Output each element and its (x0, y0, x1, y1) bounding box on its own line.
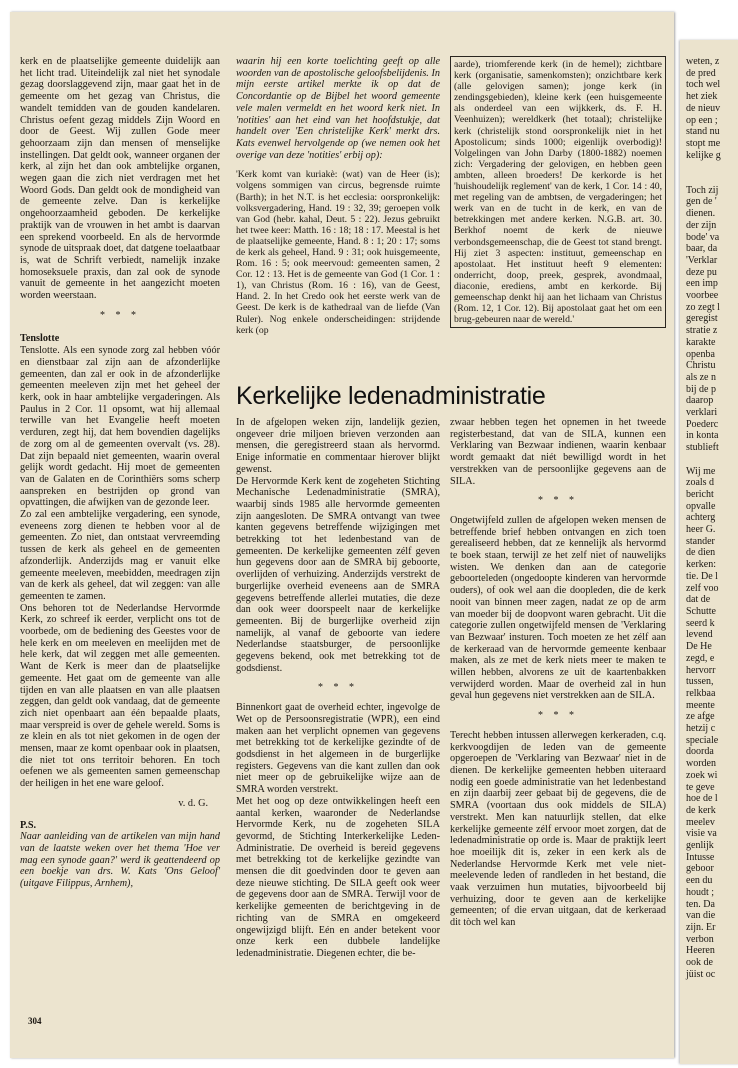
column-1 (20, 56, 220, 890)
adjacent-page-line: zo zegt l (686, 301, 720, 313)
adjacent-page-line: hetzij c (686, 723, 716, 735)
adjacent-page-line (686, 161, 721, 173)
adjacent-page-line: op een ; (686, 114, 718, 126)
kerk-notitie: 'Kerk komt van kuriakè: (wat) van de Heer (is); volgens sommigen van circus, begrensde ruimte (Barth); in het N.T. is het ecclesia: oorspronkelijk: volksvergadering, Hand. 19 : 32, 39; geroepen volk van God (hebr. kahal, Deut. 5 : 22). Jezus gebruikt het twee keer: Matth. 16 : 18; 18 : 17. Meestal is het de plaatselijke gemeente, Hand. 8 : 1; 20 : 17; soms de kerk als geheel, Hand. 9 : 31; ook huisgemeente, Rom. 16 : 5; ook meervoud: gemeenten samen, 2 Cor. 12 : 13. Het is de gemeente van God (1 Cor. 1 : 1), van Christus (Rom. 16 : 16), van de Geest, Hand. 2. In het Credo ook het eerste werk van de Geest. De kerk is de kathedraal van de liefde (Van Ruler). Nog enkele onderscheidingen: strijdende kerk (op (236, 169, 440, 336)
adjacent-page-line: stratie z (686, 325, 718, 337)
adjacent-page-line: hoe de l (686, 793, 718, 805)
adjacent-page-line: zoek wi (686, 769, 718, 781)
adjacent-page-line: stander (686, 535, 715, 547)
article-paragraph: Binnenkort gaat de overheid echter, ingevolge de Wet op de Persoonsregistratie (WPR), een eind maken aan het verplicht opnemen van gegevens met betrekking tot de kerkelijke gezindte of de godsdienst in het algemeen in de burgerlijke registers. Gegevens van die kant zullen dan ook niet meer op de gebruikelijke wijze aan de SMRA worden verstrekt. (236, 702, 440, 796)
adjacent-page-line: verbon (686, 933, 714, 945)
adjacent-page-line: geboor (686, 863, 714, 875)
adjacent-page-line: van die (686, 910, 716, 922)
adjacent-page-line: ze afge (686, 711, 715, 723)
article-column-a (236, 417, 440, 960)
adjacent-page-line: zoals d (686, 477, 715, 489)
adjacent-page-line: bode' va (686, 231, 720, 243)
adjacent-page-line: de dien (686, 547, 716, 559)
adjacent-page-line: Heeren (686, 945, 715, 957)
article-title: Kerkelijke ledenadministratie (236, 382, 546, 410)
adjacent-page-line: levend (686, 629, 713, 641)
col1-paragraph: Zo zal een ambtelijke vergadering, een synode, eveneens zorg dienen te hebben voor al de gemeenten. Zo niet, dan ontstaat vervreemding tussen de kerk als geheel en de gemeenten afzonderlijk. Anderzijds mag er vanuit elke gemeente meeleven, meebidden, meedragen zijn van de kerk als geheel, dat wil zeggen: van alle gemeenten te zamen. (20, 509, 220, 602)
adjacent-page-line: zegd, e (686, 652, 715, 664)
adjacent-page-line: dat de (686, 594, 711, 606)
kerk-notitie-continued: aarde), triomferende kerk (in de hemel); zichtbare kerk (organisatie, samenkomsten); onzichtbare kerk (alle gelovigen samen); jonge kerk (in zendingsgebieden), kleine kerk (een huisgemeente als onderdeel van een wijkkerk, ds. F. H. Veenhuizen); wereldkerk (het totaal); christelijke kerk (christelijk stond oorspronkelijk niet in het Apostolicum; sinds 1000; eigenlijk overbodig)! Volgelingen van John Darby (1800-1882) noemen zich: Vergadering der gelovigen, en hebben geen ambten, alleen broeders! De kerkorde is het 'huishoudelijk reglement' van de kerk, 1 Cor. 14 : 40, met regeling van de ambtsen, de vergaderingen; het werk van en de tucht in de kerk, en van de betrekkingen met andere kerken. N.G.B. art. 30. Berkhof noemt de kerk de nieuwe verbondsgemeenschap, die de Geest tot stand brengt. Hij ziet 3 aspecten: instituut, gemeenschap en apostolaat. Het instituut heeft 9 elementen: onderricht, doop, preek, gesprek, avondmaal, diaconie, erediens, ambt en kerkorde. Bij gemeenschap denkt hij aan het lichaam van Christus (Rom. 12, 1 Cor. 12). Bij apostolaat gaat het om een brug-gebeuren naar de wereld.' (450, 56, 666, 328)
article-paragraph: In de afgelopen weken zijn, landelijk gezien, ongeveer drie miljoen brieven verzonden aan mensen, die geregistreerd staan als hervormd. Enige informatie en commentaar hierover blijkt gewenst. (236, 417, 440, 475)
adjacent-page-line: opvalle (686, 500, 716, 512)
adjacent-page-line: deze pu (686, 266, 717, 278)
adjacent-page-line: weten, z (686, 56, 720, 67)
adjacent-page-line: verklari (686, 407, 718, 419)
adjacent-page-line: speciale (686, 734, 719, 746)
column-3-top (450, 56, 666, 328)
adjacent-page-line: zelf voo (686, 582, 719, 594)
adjacent-page-line: als ze n (686, 371, 716, 383)
adjacent-page-line: openba (686, 348, 715, 360)
adjacent-page-line: stopt me (686, 137, 721, 149)
section-divider: * * * (538, 710, 578, 722)
adjacent-page-line: dienen. (686, 208, 716, 220)
adjacent-page-line: jüist oc (686, 968, 716, 980)
article-column-b (450, 417, 666, 929)
section-heading: Tenslotte (20, 333, 60, 345)
adjacent-page-line: zijn. Er (686, 921, 716, 933)
adjacent-page-line: worden (686, 758, 716, 770)
adjacent-page-line: relkbaa (686, 687, 716, 699)
adjacent-page-line (686, 173, 721, 185)
adjacent-page-text (686, 56, 721, 981)
adjacent-page-line: kerken: (686, 559, 716, 571)
adjacent-page-line: kelijke g (686, 149, 721, 161)
col1-intro: kerk en de plaatselijke gemeente duidelijk aan het licht trad. Uiteindelijk zal niet het synodale gezag doorslaggevend zijn, maar gaat het in de gemeente om het gezag van Christus, die wandelt temidden van de gouden kandelaren. Christus oefent gezag middels Zijn Woord en door de Geest. Wij zullen Gode meer gehoorzaam zijn dan mensen of menselijke instellingen. Dat geldt ook, wanneer organen der kerk, al zijn het dan ook ambtelijke organen, wegen gaan die zich niet verdragen met het Woord Gods. Dan geldt ook de mondigheid van de gemeente zelve. Dan is kerkelijke ongehoorzaamheid geboden. De kerkelijke praktijk van de vrouwen in het ambt is daarvan een sprekend voorbeeld. En als de hervormde synode de uitspraak doet, dat datgene toelaatbaar is, wat de Schrift verbiedt, namelijk inzake homoseksuele praxis, dan zal ook de synode vanuit de gemeente in het aangezicht moeten worden weerstaan. (20, 56, 220, 302)
adjacent-page-line: een du (686, 875, 713, 887)
magazine-page (10, 12, 674, 1058)
adjacent-page-line: houdt ; (686, 886, 715, 898)
adjacent-page-line: doorda (686, 746, 714, 758)
adjacent-page-line: seerd k (686, 617, 715, 629)
adjacent-page-line: tussen, (686, 676, 714, 688)
adjacent-page-line: der zijn (686, 219, 717, 231)
adjacent-page-line: bericht (686, 488, 714, 500)
adjacent-page-line: toch wel (686, 79, 721, 91)
adjacent-page-line: achterg (686, 512, 716, 524)
adjacent-page-line: Christu (686, 360, 716, 372)
adjacent-page-line: De He (686, 641, 712, 653)
article-paragraph: De Hervormde Kerk kent de zogeheten Stichting Mechanische Ledenadministratie (SMRA), waarbij sinds 1985 alle hervormde gemeenten zijn aangesloten. De SMRA ontvangt van twee kanten gegevens betreffende wijzigingen met betrekking tot het ledenbestand van de gemeenten. De kerkelijke gemeenten zélf geven hun gegevens door aan de SMRA bij geboorte, overlijden of verhuizing. Anderzijds verstrekt de burgerlijke overheid eveneens aan de SMRA gegevens betreffende allerlei mutaties, die deze dan ook weer doorspeelt naar de kerkelijke gemeenten. Bij de burgerlijke overheid zijn namelijk, al vanaf de geboorte van iedere Nederlandse staatsburger, de persoonlijke gegevens bekend, ook met betrekking tot de godsdienst. (236, 475, 440, 674)
adjacent-page-line: 'Verklar (686, 254, 718, 266)
adjacent-page-line: visie va (686, 828, 717, 840)
adjacent-page-line: voorbee (686, 290, 719, 302)
adjacent-page-line: stublieft (686, 442, 719, 454)
adjacent-page-fragment (680, 40, 738, 1064)
adjacent-page-line: daarop (686, 395, 714, 407)
adjacent-page-line: geregist (686, 313, 718, 325)
adjacent-page-line (686, 454, 721, 466)
article-paragraph: Ongetwijfeld zullen de afgelopen weken mensen de betreffende brief hebben ontvangen en zich toen gerealiseerd hebben, dat ze kennelijk als hervormd te boek staan, terwijl ze het zelf niet of nauwelijks wisten. We denken dan aan de categorie geboorteleden (ongedoopte kinderen van hervormde ouders), of ook wel aan die doopleden, die de kerk nooit van binnen meer zagen, nadat ze op de arm van moeder bij de doopvont waren gebracht. Uit die categorie zullen ongetwijfeld mensen de 'Verklaring van Bezwaar' insturen. Toch moeten ze het zélf aan de kerkeraad van de hervormde gemeente kenbaar maken, als ze met de kerk niets meer te maken te willen hebben, alvorens ze uit de kaartenbakken verwijderd worden. Maar de overheid zal in hun geval hun gegevens niet verstrekken aan de SILA. (450, 514, 666, 702)
adjacent-page-line: gen de ' (686, 196, 717, 208)
adjacent-page-line: karakte (686, 336, 716, 348)
adjacent-page-line: ook de (686, 957, 713, 969)
adjacent-page-line: te geve (686, 781, 715, 793)
adjacent-page-line: een imp (686, 278, 718, 290)
adjacent-page-line: bij de p (686, 383, 716, 395)
adjacent-page-line: de nieuv (686, 102, 721, 114)
page-number: 304 (28, 1016, 42, 1026)
column-2-top (236, 56, 440, 336)
adjacent-page-line: Wij me (686, 465, 716, 477)
author-signature: v. d. G. (178, 797, 208, 809)
adjacent-page-line: baar, da (686, 243, 718, 255)
adjacent-page-line: Toch zij (686, 184, 719, 196)
adjacent-page-line: Intusse (686, 851, 715, 863)
adjacent-page-line: genlijk (686, 840, 714, 852)
adjacent-page-line: tie. De l (686, 570, 718, 582)
adjacent-page-line: Schutte (686, 606, 716, 617)
adjacent-page-line: meelev (686, 816, 715, 828)
adjacent-page-line: ten. Da (686, 898, 715, 910)
section-divider: * * * (318, 682, 358, 694)
col1-paragraph: Ons behoren tot de Nederlandse Hervormde Kerk, zo schreef ik eerder, verplicht ons tot de voorbede, om de bediening des Geestes voor de hele kerk en om meeleven en meelijden met de hele kerk, dat wil zeggen met alle gemeenten. Want de Kerk is meer dan de plaatselijke gemeente. Het gaat om de gemeente van alle tijden en van alle plaatsen en van alle plaatsen zeggen, dan geldt ook vandaag, dat de gemeente zich niet openbaart aan één bepaalde plaats, maar verspreid is over de gehele wereld. Soms is ze klein en als tot niet gekomen in de ogen der mensen, maar ze komt openbaar ook in plaatsen, die niet tot ons territoir behoren. En toch oefenen we als gemeenten samen gemeenschap der heiligen in het ene ware geloof. (20, 602, 220, 790)
section-divider: * * * (538, 495, 578, 507)
adjacent-page-line: stand nu (686, 126, 720, 138)
article-paragraph: zwaar hebben tegen het opnemen in het tweede registerbestand, dat van de SILA, kunnen een Verklaring van Bezwaar indienen, waarin kenbaar wordt gemaakt dat niét bewilligd wordt in het verstrekken van de persoonlijke gegevens aan de SILA. (450, 417, 666, 487)
adjacent-page-line: heer G. (686, 524, 716, 536)
ps-heading: P.S. (20, 819, 37, 831)
col1-paragraph: Tenslotte. Als een synode zorg zal hebben vóór en dienstbaar zal zijn aan de afzonderlijke gemeenten, dan zal er ook in de afzonderlijke gemeenten meeleven zijn met het geheel der kerk, ook in haar ambtelijke vergaderingen. Als Paulus in 2 Cor. 11 opsomt, wat hij allemaal terwille van het Evangelie heeft moeten verduren, zegt hij, dat hem bovendien dagelijks de zorg om al de gemeenten overvalt (vs. 28). Dat zijn bepaald niet gemeenten, waarin overal gelijk wordt gedacht. Hij moet de gemeenten van de Galaten en de Corinthiërs soms scherp aanspreken en bestrijden op grond van opvattingen, die afwijken van de gezonde leer. (20, 345, 220, 509)
adjacent-page-line: hervorr (686, 664, 716, 676)
adjacent-page-line: het ziek (686, 91, 718, 103)
adjacent-page-line: de kerk (686, 804, 716, 816)
adjacent-page-line: de pred (686, 67, 716, 79)
adjacent-page-line: in konta (686, 430, 719, 442)
ps-text: Naar aanleiding van de artikelen van mijn hand van de laatste weken over het thema 'Hoe ver mag een synode gaan?' werd ik geattendeerd op een boekje van drs. W. Kats 'Ons Geloof' (uitgave Filippus, Arnhem), (20, 831, 220, 890)
adjacent-page-line: Poederc (686, 418, 719, 430)
quote-intro: waarin hij een korte toelichting geeft op alle woorden van de apostolische geloofsbelijdenis. In mijn eerste artikel merkte ik op dat de Concordantie op de Bijbel het woord gemeente vele malen vermeldt en het woord kerk niet. In 'notities' aan het eind van het hoofdstukje, dat handelt over 'Een christelijke Kerk' merkt drs. Kats evenwel hervolgende op (we nemen ook het overige van deze 'notities' erbij op): (236, 56, 440, 161)
article-paragraph: Met het oog op deze ontwikkelingen heeft een aantal kerken, waaronder de Nederlandse Hervormde Kerk, nu de zogeheten SILA gevormd, de Stichting Interkerkelijke Leden-Administratie. De overheid is bereid gegevens met betrekking tot de kerkelijke gezindte van mensen die dit goedvinden door te geven aan deze nieuwe stichting. De SILA geeft ook weer de gegevens door aan de SMRA. Terwijl voor de kerkelijke gemeenten de berichtgeving in de richting van de SMRA en omgekeerd ongewijzigd blijft. Eén en ander betekent voor onze kerk een dubbele landelijke ledenadministratie. Diegenen echter, die be- (236, 795, 440, 959)
adjacent-page-line: meente (686, 699, 715, 711)
section-divider: * * * (100, 309, 140, 321)
article-paragraph: Terecht hebben intussen allerwegen kerkeraden, c.q. kerkvoogdijen de leden van de gemeente opgeroepen de 'Verklaring van Bezwaar' niet in de dienen. De kerkelijke gemeenten hebben uiteraard nodig een goede administratie van het ledenbestand en zijn daarbij zeer gebaat bij de gegevens, die de SMRA (voortaan dus ook middels de SILA) verstrekt. Men kan natuurlijk stellen, dat elke kerkelijke gemeente zélf ervoor moet zorgen, dat de ledenadministratie op orde is. Maar de praktijk leert hoe moeilijk dit is, zeker in een kerk als de Nederlandse Hervormde Kerk met vele niet-meelevende leden of randleden in het bestand, die vaak verzuimen hun mutaties, bijvoorbeeld bij verhuizing, door te geven aan de kerkelijke gemeenten; of die ervan uitgaan, dat de kerkeraad dit tòch wel kan (450, 729, 666, 929)
